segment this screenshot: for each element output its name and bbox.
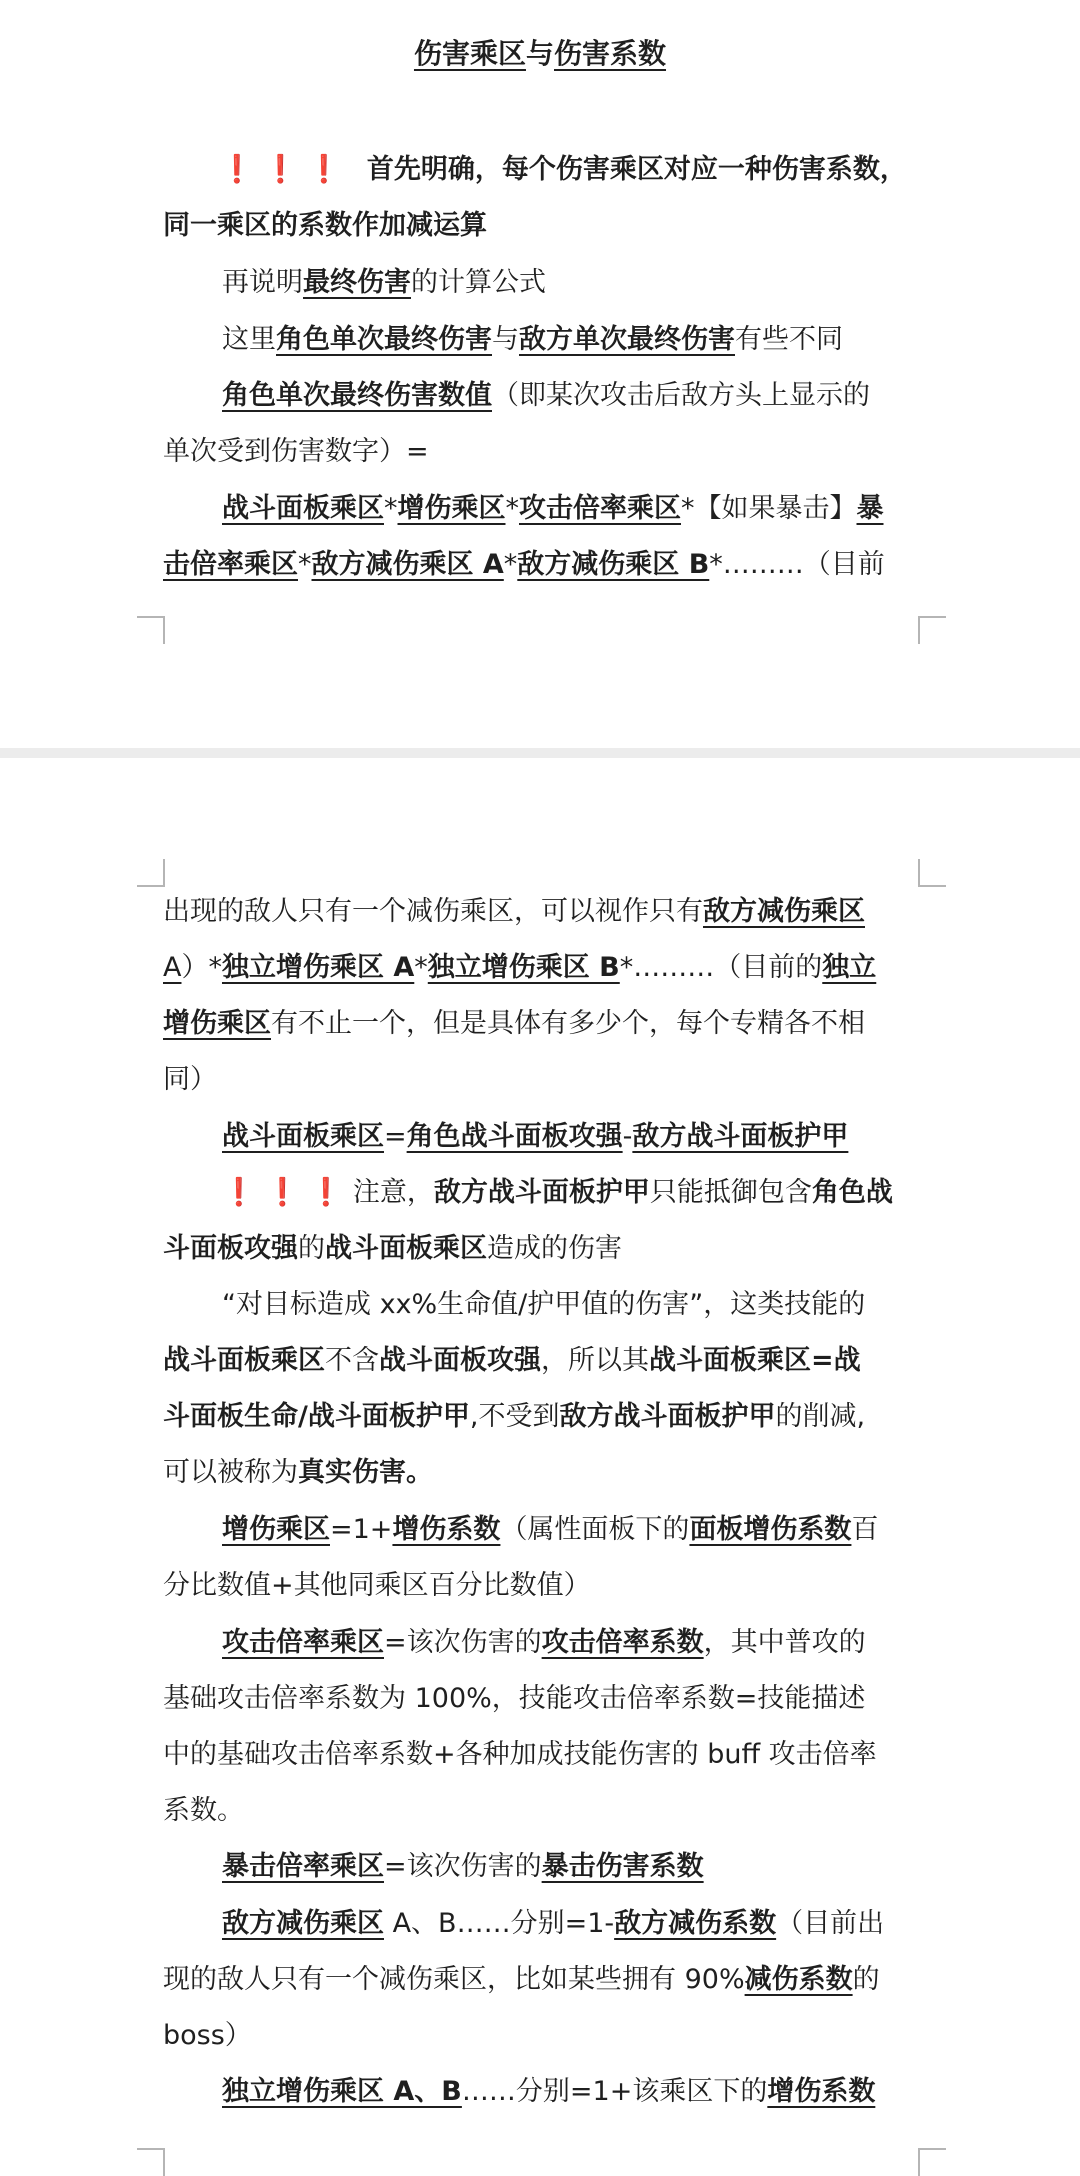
term: 增伤系数 <box>392 1514 501 1545</box>
document-page-2 <box>0 758 1080 2174</box>
term: 敌方减伤乘区 <box>222 1908 384 1939</box>
formula-line-2 <box>163 545 885 585</box>
warning-line-1 <box>220 150 907 190</box>
paragraph-line <box>163 948 876 988</box>
term: 暴击伤害系数 <box>541 1851 704 1882</box>
term: 独立增伤乘区 A、B <box>222 2076 462 2107</box>
term: 敌方单次最终伤害 <box>519 324 735 355</box>
term: 增伤乘区 <box>222 1514 330 1545</box>
paragraph-line <box>222 1173 893 1213</box>
text: * <box>503 549 518 580</box>
paragraph-line <box>163 1229 622 1269</box>
term: 独立 <box>822 952 877 983</box>
text: 不含 <box>325 1345 379 1376</box>
exclamation-icon: ❗❗❗ <box>220 154 351 185</box>
text: A、B……分别=1- <box>384 1908 615 1939</box>
term: 战斗面板乘区 <box>222 1121 384 1152</box>
paragraph-line: boss） <box>163 2020 252 2051</box>
term: 增伤乘区 <box>397 493 506 524</box>
text: = <box>384 1121 407 1152</box>
text: （目前出 <box>776 1908 885 1939</box>
document-title <box>0 34 1080 74</box>
term-final-damage: 最终伤害 <box>303 267 411 298</box>
paragraph-line <box>222 1623 866 1663</box>
term: 战斗面板攻强 <box>379 1345 541 1376</box>
margin-corner-mark <box>918 2148 946 2176</box>
text: 的计算公式 <box>411 267 546 298</box>
text: 的 <box>852 1964 880 1995</box>
term: 面板增伤系数 <box>689 1514 852 1545</box>
text: =该次伤害的 <box>384 1851 542 1882</box>
term: 增伤乘区 <box>163 1008 271 1039</box>
term: 战斗面板乘区 <box>163 1345 325 1376</box>
text: （即某次攻击后敌方头上显示的 <box>492 380 870 411</box>
paragraph-line <box>222 1510 878 1550</box>
term: 独立增伤乘区 A <box>221 952 415 983</box>
term: 敌方战斗面板护甲 <box>632 1121 849 1152</box>
text: 有些不同 <box>735 324 843 355</box>
text: 再说明 <box>222 267 303 298</box>
paragraph-final-value-line-1 <box>222 376 870 416</box>
text: 百 <box>851 1514 879 1545</box>
title-part-damage-zone: 伤害乘区 <box>413 37 526 70</box>
text: *【如果暴击】 <box>681 493 857 524</box>
term: 角色单次最终伤害数值 <box>222 380 492 411</box>
text: 与 <box>492 324 519 355</box>
paragraph-line: 基础攻击倍率系数为 100%，技能攻击倍率系数=技能描述 <box>163 1683 866 1714</box>
term: 敌方战斗面板护甲 <box>433 1177 650 1208</box>
paragraph-line <box>163 1397 865 1437</box>
text: （属性面板下的 <box>500 1514 690 1545</box>
text: 可以被称为 <box>163 1457 298 1488</box>
margin-corner-mark <box>137 859 165 887</box>
text: * <box>414 952 428 983</box>
text: 有不止一个，但是具体有多少个，每个专精各不相 <box>271 1008 865 1039</box>
paragraph-formula-intro <box>222 263 546 303</box>
paragraph-line: “对目标造成 xx%生命值/护甲值的伤害”，这类技能的 <box>222 1289 866 1320</box>
text: 这里 <box>222 324 276 355</box>
paragraph-line: 分比数值+其他同乘区百分比数值） <box>163 1570 591 1601</box>
paragraph-line <box>163 1960 880 2000</box>
term: 减伤系数 <box>744 1964 853 1995</box>
text: * <box>384 493 398 524</box>
paragraph-line <box>163 892 865 932</box>
term: 攻击倍率乘区 <box>222 1627 384 1658</box>
paragraph-line <box>222 2072 875 2112</box>
text: - <box>622 1121 633 1152</box>
text: 注意， <box>352 1177 434 1208</box>
text: =该次伤害的 <box>384 1627 542 1658</box>
text: ，所以其 <box>541 1345 649 1376</box>
text: *………（目前的 <box>619 952 823 983</box>
text: 现的敌人只有一个减伤乘区，比如某些拥有 90% <box>163 1964 745 1995</box>
warning-text: 首先明确，每个伤害乘区对应一种伤害系数， <box>366 154 907 185</box>
text: * <box>298 549 312 580</box>
text: ，其中普攻的 <box>703 1627 866 1658</box>
paragraph-line: 同） <box>163 1064 217 1095</box>
margin-corner-mark <box>918 616 946 644</box>
term: 暴击倍率乘区 <box>222 1851 384 1882</box>
paragraph-line <box>163 1341 861 1381</box>
paragraph-line: 中的基础攻击倍率系数+各种加成技能伤害的 buff 攻击倍率 <box>163 1739 877 1770</box>
term: 敌方减伤乘区 B <box>517 549 710 580</box>
term: 角色战 <box>811 1177 893 1208</box>
page-break <box>0 748 1080 758</box>
term: 战斗面板乘区=战 <box>649 1345 861 1376</box>
text: 的削减, <box>775 1401 866 1432</box>
term: 攻击倍率系数 <box>541 1627 704 1658</box>
text: 造成的伤害 <box>487 1233 622 1264</box>
text: ,不受到 <box>469 1401 560 1432</box>
term: A <box>163 952 182 983</box>
paragraph-line <box>222 1904 884 1944</box>
term: 独立增伤乘区 B <box>427 952 620 983</box>
formula-line-1 <box>222 489 884 529</box>
term: 敌方减伤系数 <box>614 1908 777 1939</box>
paragraph-line <box>222 1847 704 1887</box>
term: 角色战斗面板攻强 <box>406 1121 623 1152</box>
term: 斗面板攻强 <box>163 1233 298 1264</box>
text: ）* <box>181 952 222 983</box>
text: 出现的敌人只有一个减伤乘区，可以视作只有 <box>163 896 703 927</box>
term: 战斗面板乘区 <box>325 1233 487 1264</box>
text: ……分别=1+该乘区下的 <box>461 2076 768 2107</box>
term: 攻击倍率乘区 <box>519 493 681 524</box>
warning-line-2: 同一乘区的系数作加减运算 <box>163 210 487 241</box>
paragraph-difference <box>222 320 843 360</box>
text: =1+ <box>330 1514 393 1545</box>
margin-corner-mark <box>137 616 165 644</box>
term: 增伤系数 <box>767 2076 876 2107</box>
term: 角色单次最终伤害 <box>276 324 492 355</box>
margin-corner-mark <box>918 859 946 887</box>
term: 敌方战斗面板护甲 <box>559 1401 776 1432</box>
title-part-damage-coefficient: 伤害系数 <box>554 37 667 70</box>
term: 击倍率乘区 <box>163 549 298 580</box>
term: 真实伤害。 <box>298 1457 433 1488</box>
paragraph-line <box>163 1004 865 1044</box>
term: 战斗面板乘区 <box>222 493 384 524</box>
text: * <box>505 493 519 524</box>
title-part-and: 与 <box>525 37 554 70</box>
term: 敌方减伤乘区 <box>703 896 865 927</box>
paragraph-final-value-line-2: 单次受到伤害数字）= <box>163 436 429 467</box>
exclamation-icon: ❗❗❗ <box>222 1177 353 1208</box>
term: 斗面板生命/战斗面板护甲 <box>163 1401 470 1432</box>
document-page-1 <box>0 0 1080 748</box>
paragraph-line <box>222 1117 848 1157</box>
term: 暴 <box>856 493 884 524</box>
term: 敌方减伤乘区 A <box>311 549 504 580</box>
paragraph-line <box>163 1453 433 1493</box>
margin-corner-mark <box>137 2148 165 2176</box>
text: *………（目前 <box>709 549 885 580</box>
text: 只能抵御包含 <box>649 1177 812 1208</box>
text: 的 <box>298 1233 325 1264</box>
paragraph-line: 系数。 <box>163 1795 244 1826</box>
